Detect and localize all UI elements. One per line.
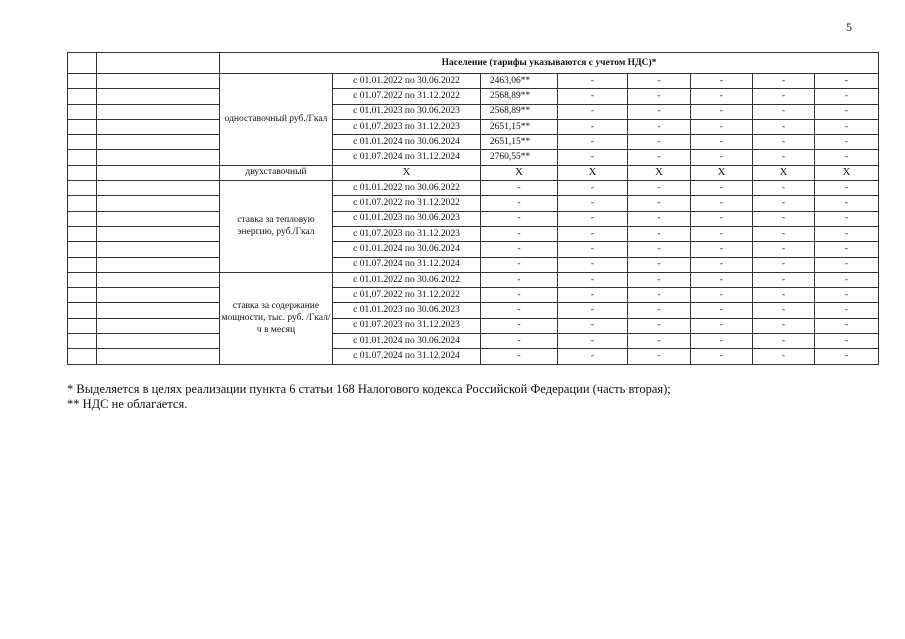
- table-row: [68, 165, 879, 180]
- table-row: [68, 181, 879, 196]
- value-cell: -: [558, 104, 628, 119]
- value-cell: -: [628, 135, 691, 150]
- value-cell: -: [558, 349, 628, 364]
- period-cell: с 01.01.2023 по 30.06.2023: [333, 303, 481, 318]
- value-cell: -: [815, 318, 879, 333]
- x-cell: Х: [481, 165, 558, 180]
- x-cell: Х: [691, 165, 753, 180]
- value-cell: -: [815, 334, 879, 349]
- value-cell: -: [691, 74, 753, 89]
- table-row: [68, 196, 879, 211]
- period-cell: с 01.01.2024 по 30.06.2024: [333, 135, 481, 150]
- tariff-type-label: ставка за содержание мощности, тыс. руб. /Гкал/ч в месяц: [220, 272, 333, 364]
- table-row: [68, 288, 879, 303]
- value-cell: -: [691, 89, 753, 104]
- empty-cell: [97, 303, 220, 318]
- empty-cell: [68, 226, 97, 241]
- empty-cell: [68, 334, 97, 349]
- value-cell: -: [691, 119, 753, 134]
- empty-cell: [97, 181, 220, 196]
- value-cell: -: [753, 119, 815, 134]
- value-cell: -: [628, 272, 691, 287]
- value-cell: -: [753, 226, 815, 241]
- period-cell: с 01.01.2022 по 30.06.2022: [333, 272, 481, 287]
- x-cell: Х: [815, 165, 879, 180]
- value-cell: -: [558, 181, 628, 196]
- table-row: [68, 89, 879, 104]
- x-cell: Х: [753, 165, 815, 180]
- period-cell: с 01.01.2023 по 30.06.2023: [333, 211, 481, 226]
- value-cell: -: [691, 104, 753, 119]
- tariff-value-cell: 2568,89**: [481, 104, 558, 119]
- empty-cell: [97, 288, 220, 303]
- footnotes: [67, 382, 671, 412]
- tariff-value-cell: 2463,06**: [481, 74, 558, 89]
- empty-cell: [97, 104, 220, 119]
- empty-cell: [97, 135, 220, 150]
- value-cell: -: [628, 150, 691, 165]
- value-cell: -: [558, 242, 628, 257]
- value-cell: -: [753, 303, 815, 318]
- value-cell: -: [481, 349, 558, 364]
- table-row: [68, 226, 879, 241]
- footnote-vat-allocation: * Выделяется в целях реализации пункта 6 статьи 168 Налогового кодекса Российской Федерации (часть вторая);: [67, 382, 671, 396]
- empty-cell: [97, 196, 220, 211]
- value-cell: -: [815, 150, 879, 165]
- value-cell: -: [753, 257, 815, 272]
- value-cell: -: [628, 196, 691, 211]
- value-cell: -: [815, 181, 879, 196]
- period-cell: с 01.01.2023 по 30.06.2023: [333, 104, 481, 119]
- value-cell: -: [815, 104, 879, 119]
- empty-cell: [68, 74, 97, 89]
- value-cell: -: [481, 181, 558, 196]
- value-cell: -: [753, 288, 815, 303]
- value-cell: -: [691, 334, 753, 349]
- value-cell: -: [815, 135, 879, 150]
- value-cell: -: [815, 242, 879, 257]
- empty-cell: [68, 288, 97, 303]
- empty-cell: [68, 211, 97, 226]
- empty-cell: [97, 211, 220, 226]
- table-row: [68, 349, 879, 364]
- value-cell: -: [481, 226, 558, 241]
- value-cell: -: [691, 257, 753, 272]
- empty-cell: [97, 349, 220, 364]
- value-cell: -: [481, 242, 558, 257]
- period-cell: с 01.07.2023 по 31.12.2023: [333, 119, 481, 134]
- period-cell: с 01.01.2022 по 30.06.2022: [333, 74, 481, 89]
- empty-cell: [97, 226, 220, 241]
- value-cell: -: [753, 135, 815, 150]
- value-cell: -: [815, 272, 879, 287]
- value-cell: -: [691, 349, 753, 364]
- value-cell: -: [691, 181, 753, 196]
- period-cell: с 01.07.2022 по 31.12.2022: [333, 288, 481, 303]
- value-cell: -: [753, 334, 815, 349]
- empty-cell: [68, 242, 97, 257]
- value-cell: -: [815, 257, 879, 272]
- x-cell: Х: [558, 165, 628, 180]
- period-cell: с 01.01.2022 по 30.06.2022: [333, 181, 481, 196]
- value-cell: -: [815, 226, 879, 241]
- tariff-type-label: ставка за тепловую энергию, руб./Гкал: [220, 181, 333, 273]
- period-cell: с 01.07.2022 по 31.12.2022: [333, 196, 481, 211]
- value-cell: -: [815, 89, 879, 104]
- empty-cell: [97, 242, 220, 257]
- empty-cell: [68, 272, 97, 287]
- table-row: [68, 303, 879, 318]
- value-cell: -: [628, 119, 691, 134]
- value-cell: -: [481, 211, 558, 226]
- value-cell: -: [691, 211, 753, 226]
- empty-cell: [97, 119, 220, 134]
- value-cell: -: [815, 211, 879, 226]
- value-cell: -: [628, 242, 691, 257]
- value-cell: -: [628, 104, 691, 119]
- value-cell: -: [558, 334, 628, 349]
- value-cell: -: [558, 272, 628, 287]
- empty-cell: [68, 53, 97, 74]
- value-cell: -: [753, 211, 815, 226]
- value-cell: -: [628, 288, 691, 303]
- value-cell: -: [628, 181, 691, 196]
- value-cell: -: [481, 303, 558, 318]
- value-cell: -: [753, 74, 815, 89]
- value-cell: -: [558, 196, 628, 211]
- value-cell: -: [753, 349, 815, 364]
- value-cell: -: [558, 303, 628, 318]
- value-cell: -: [558, 257, 628, 272]
- empty-cell: [68, 196, 97, 211]
- value-cell: -: [815, 119, 879, 134]
- tariff-table: [67, 52, 879, 365]
- value-cell: -: [558, 318, 628, 333]
- empty-cell: [97, 89, 220, 104]
- footnote-vat-exempt: ** НДС не облагается.: [67, 397, 188, 411]
- value-cell: -: [628, 226, 691, 241]
- empty-cell: [68, 104, 97, 119]
- value-cell: -: [558, 89, 628, 104]
- value-cell: -: [691, 242, 753, 257]
- value-cell: -: [753, 318, 815, 333]
- period-cell: с 01.07.2024 по 31.12.2024: [333, 150, 481, 165]
- tariff-type-label: одноставочный руб./Гкал: [220, 74, 333, 166]
- value-cell: -: [481, 288, 558, 303]
- value-cell: -: [628, 318, 691, 333]
- x-cell: Х: [628, 165, 691, 180]
- table-row: [68, 318, 879, 333]
- table-row: [68, 150, 879, 165]
- table-row: [68, 74, 879, 89]
- value-cell: -: [558, 150, 628, 165]
- value-cell: -: [691, 135, 753, 150]
- value-cell: -: [628, 334, 691, 349]
- value-cell: -: [558, 211, 628, 226]
- empty-cell: [68, 303, 97, 318]
- value-cell: -: [691, 288, 753, 303]
- tariff-value-cell: 2568,89**: [481, 89, 558, 104]
- tariff-type-label: двухставочный: [220, 165, 333, 180]
- value-cell: -: [628, 74, 691, 89]
- empty-cell: [68, 150, 97, 165]
- value-cell: -: [558, 135, 628, 150]
- value-cell: -: [481, 318, 558, 333]
- page-number: 5: [846, 20, 852, 34]
- empty-cell: [68, 119, 97, 134]
- value-cell: -: [481, 272, 558, 287]
- value-cell: -: [481, 196, 558, 211]
- table-row: [68, 211, 879, 226]
- empty-cell: [97, 334, 220, 349]
- empty-cell: [68, 181, 97, 196]
- empty-cell: [68, 349, 97, 364]
- value-cell: -: [753, 104, 815, 119]
- value-cell: -: [691, 196, 753, 211]
- value-cell: -: [815, 303, 879, 318]
- value-cell: -: [481, 257, 558, 272]
- empty-cell: [68, 318, 97, 333]
- value-cell: -: [753, 242, 815, 257]
- value-cell: -: [558, 288, 628, 303]
- empty-cell: [97, 272, 220, 287]
- value-cell: -: [691, 303, 753, 318]
- empty-cell: [97, 150, 220, 165]
- value-cell: -: [753, 196, 815, 211]
- value-cell: -: [691, 226, 753, 241]
- x-cell: Х: [333, 165, 481, 180]
- empty-cell: [97, 257, 220, 272]
- period-cell: с 01.07.2024 по 31.12.2024: [333, 257, 481, 272]
- period-cell: с 01.01.2024 по 30.06.2024: [333, 242, 481, 257]
- empty-cell: [97, 74, 220, 89]
- value-cell: -: [558, 226, 628, 241]
- value-cell: -: [558, 74, 628, 89]
- header-row: [68, 53, 879, 74]
- period-cell: с 01.01.2024 по 30.06.2024: [333, 334, 481, 349]
- tariff-value-cell: 2651,15**: [481, 135, 558, 150]
- empty-cell: [97, 53, 220, 74]
- value-cell: -: [628, 303, 691, 318]
- table-row: [68, 242, 879, 257]
- value-cell: -: [628, 89, 691, 104]
- empty-cell: [68, 135, 97, 150]
- value-cell: -: [691, 272, 753, 287]
- table-row: [68, 135, 879, 150]
- empty-cell: [68, 165, 97, 180]
- value-cell: -: [753, 272, 815, 287]
- period-cell: с 01.07.2023 по 31.12.2023: [333, 226, 481, 241]
- table-row: [68, 119, 879, 134]
- section-header: Население (тарифы указываются с учетом НДС)*: [220, 53, 879, 74]
- period-cell: с 01.07.2024 по 31.12.2024: [333, 349, 481, 364]
- value-cell: -: [558, 119, 628, 134]
- value-cell: -: [753, 89, 815, 104]
- value-cell: -: [691, 318, 753, 333]
- period-cell: с 01.07.2023 по 31.12.2023: [333, 318, 481, 333]
- value-cell: -: [628, 257, 691, 272]
- value-cell: -: [815, 349, 879, 364]
- value-cell: -: [753, 181, 815, 196]
- value-cell: -: [481, 334, 558, 349]
- tariff-value-cell: 2760,55**: [481, 150, 558, 165]
- table-row: [68, 272, 879, 287]
- table-row: [68, 257, 879, 272]
- value-cell: -: [815, 196, 879, 211]
- empty-cell: [97, 165, 220, 180]
- value-cell: -: [815, 288, 879, 303]
- value-cell: -: [628, 349, 691, 364]
- value-cell: -: [628, 211, 691, 226]
- value-cell: -: [815, 74, 879, 89]
- value-cell: -: [691, 150, 753, 165]
- empty-cell: [68, 89, 97, 104]
- value-cell: -: [753, 150, 815, 165]
- empty-cell: [97, 318, 220, 333]
- tariff-value-cell: 2651,15**: [481, 119, 558, 134]
- empty-cell: [68, 257, 97, 272]
- table-row: [68, 334, 879, 349]
- table-row: [68, 104, 879, 119]
- period-cell: с 01.07.2022 по 31.12.2022: [333, 89, 481, 104]
